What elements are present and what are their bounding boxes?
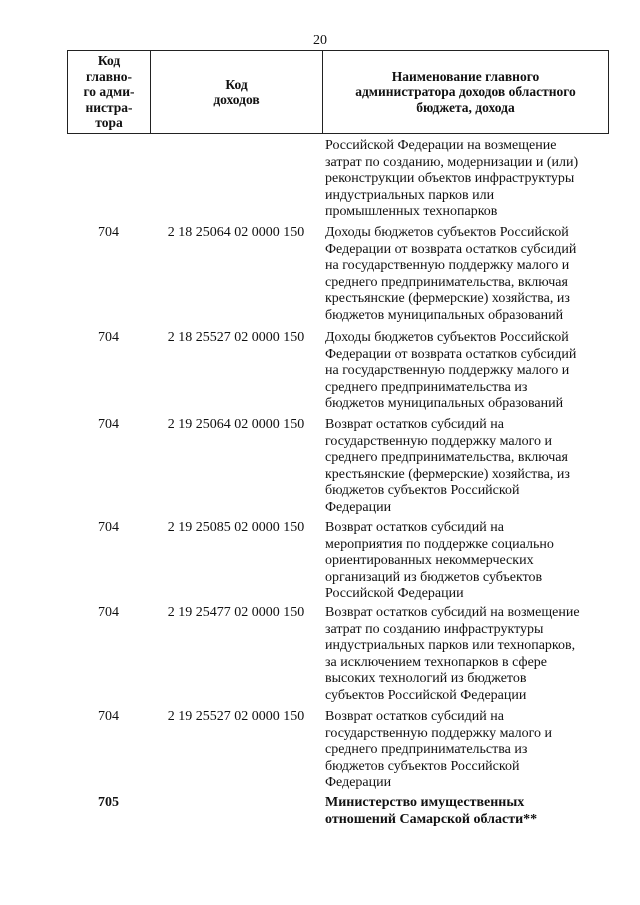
name-line: Российской Федерации на возмещение bbox=[325, 138, 557, 153]
name-line: индустриальных парков или bbox=[325, 187, 495, 203]
name-line: Доходы бюджетов субъектов Российской bbox=[325, 330, 569, 345]
name-line: Федерации bbox=[325, 775, 392, 790]
row-admin-code: 704 bbox=[98, 417, 119, 432]
name-line: ориентированных некоммерческих bbox=[325, 553, 534, 568]
name-line: промышленных технопарков bbox=[325, 204, 498, 219]
row-name bbox=[325, 605, 609, 704]
name-line: Возврат остатков субсидий на bbox=[325, 520, 504, 535]
header-name bbox=[323, 51, 608, 133]
row-income-code: 2 19 25085 02 0000 150 bbox=[167, 520, 305, 535]
name-line: среднего предпринимательства из bbox=[325, 379, 528, 395]
row-name bbox=[325, 330, 609, 413]
name-line: среднего предпринимательства, включая bbox=[325, 274, 568, 290]
row-income-code: 2 19 25477 02 0000 150 bbox=[167, 605, 305, 620]
row-name bbox=[325, 520, 609, 603]
header-admin-line: Код bbox=[97, 53, 121, 69]
name-line: затрат по созданию инфраструктуры bbox=[325, 621, 544, 637]
name-line: Доходы бюджетов субъектов Российской bbox=[325, 225, 569, 240]
header-code-line: Код bbox=[225, 76, 248, 92]
name-line: Федерации от возврата остатков субсидий bbox=[325, 241, 577, 257]
row-income-code: 2 19 25527 02 0000 150 bbox=[167, 709, 305, 724]
header-income-code bbox=[151, 51, 323, 133]
name-line: Министерство имущественных bbox=[325, 795, 525, 810]
name-line: крестьянские (фермерские) хозяйства, из bbox=[325, 466, 570, 482]
name-line: индустриальных парков или технопарков, bbox=[325, 638, 576, 653]
row-admin-code: 704 bbox=[98, 709, 119, 724]
header-admin-line: го адми- bbox=[83, 84, 135, 100]
name-line: высоких технологий из бюджетов bbox=[325, 671, 527, 686]
name-line: субъектов Российской Федерации bbox=[325, 687, 527, 703]
row-name bbox=[325, 417, 609, 516]
header-admin-line: тора bbox=[95, 115, 123, 131]
name-line: затрат по созданию, модернизации и (или) bbox=[325, 154, 579, 170]
header-name-line: администратора доходов областного bbox=[355, 84, 576, 100]
row-name bbox=[325, 795, 609, 828]
name-line: среднего предпринимательства из bbox=[325, 742, 528, 757]
header-admin-line: главно- bbox=[85, 68, 133, 84]
name-line: на государственную поддержку малого и bbox=[325, 258, 570, 273]
row-income-code: 2 19 25064 02 0000 150 bbox=[167, 417, 305, 432]
name-line: за исключением технопарков в сфере bbox=[325, 654, 548, 670]
name-line: организаций из бюджетов субъектов bbox=[325, 569, 543, 585]
name-line: реконструкции объектов инфраструктуры bbox=[325, 171, 575, 186]
name-line: бюджетов муниципальных образований bbox=[325, 307, 564, 323]
row-admin-code: 704 bbox=[98, 225, 119, 240]
header-code-line: доходов bbox=[213, 92, 260, 107]
row-admin-code: 704 bbox=[98, 520, 119, 535]
name-line: мероприятия по поддержке социально bbox=[325, 536, 554, 552]
row-admin-code: 704 bbox=[98, 605, 119, 620]
row-income-code: 2 18 25527 02 0000 150 bbox=[167, 330, 305, 345]
header-admin-code bbox=[68, 51, 151, 133]
name-line: Возврат остатков субсидий на bbox=[325, 417, 504, 432]
name-line: отношений Самарской области** bbox=[325, 811, 538, 827]
name-line: среднего предпринимательства, включая bbox=[325, 450, 568, 465]
name-line: Федерации bbox=[325, 499, 392, 515]
name-line: Федерации от возврата остатков субсидий bbox=[325, 346, 577, 362]
name-line: Возврат остатков субсидий на возмещение bbox=[325, 605, 580, 620]
row-admin-code: 705 bbox=[98, 795, 119, 810]
name-line: Возврат остатков субсидий на bbox=[325, 709, 504, 724]
name-line: бюджетов субъектов Российской bbox=[325, 758, 520, 774]
name-line: на государственную поддержку малого и bbox=[325, 363, 570, 378]
name-line: государственную поддержку малого и bbox=[325, 433, 553, 449]
name-line: крестьянские (фермерские) хозяйства, из bbox=[325, 291, 570, 306]
row-name bbox=[325, 138, 609, 221]
name-line: бюджетов муниципальных образований bbox=[325, 396, 564, 411]
name-line: государственную поддержку малого и bbox=[325, 725, 553, 741]
table-header bbox=[67, 50, 609, 134]
header-admin-line: нистра- bbox=[85, 99, 133, 115]
page-number: 20 bbox=[313, 33, 327, 48]
row-income-code: 2 18 25064 02 0000 150 bbox=[167, 225, 305, 240]
name-line: бюджетов субъектов Российской bbox=[325, 483, 520, 498]
row-name bbox=[325, 225, 609, 324]
name-line: Российской Федерации bbox=[325, 586, 464, 601]
header-name-line: бюджета, дохода bbox=[416, 99, 515, 115]
row-name bbox=[325, 709, 609, 792]
row-admin-code: 704 bbox=[98, 330, 119, 345]
header-name-line: Наименование главного bbox=[391, 68, 540, 84]
